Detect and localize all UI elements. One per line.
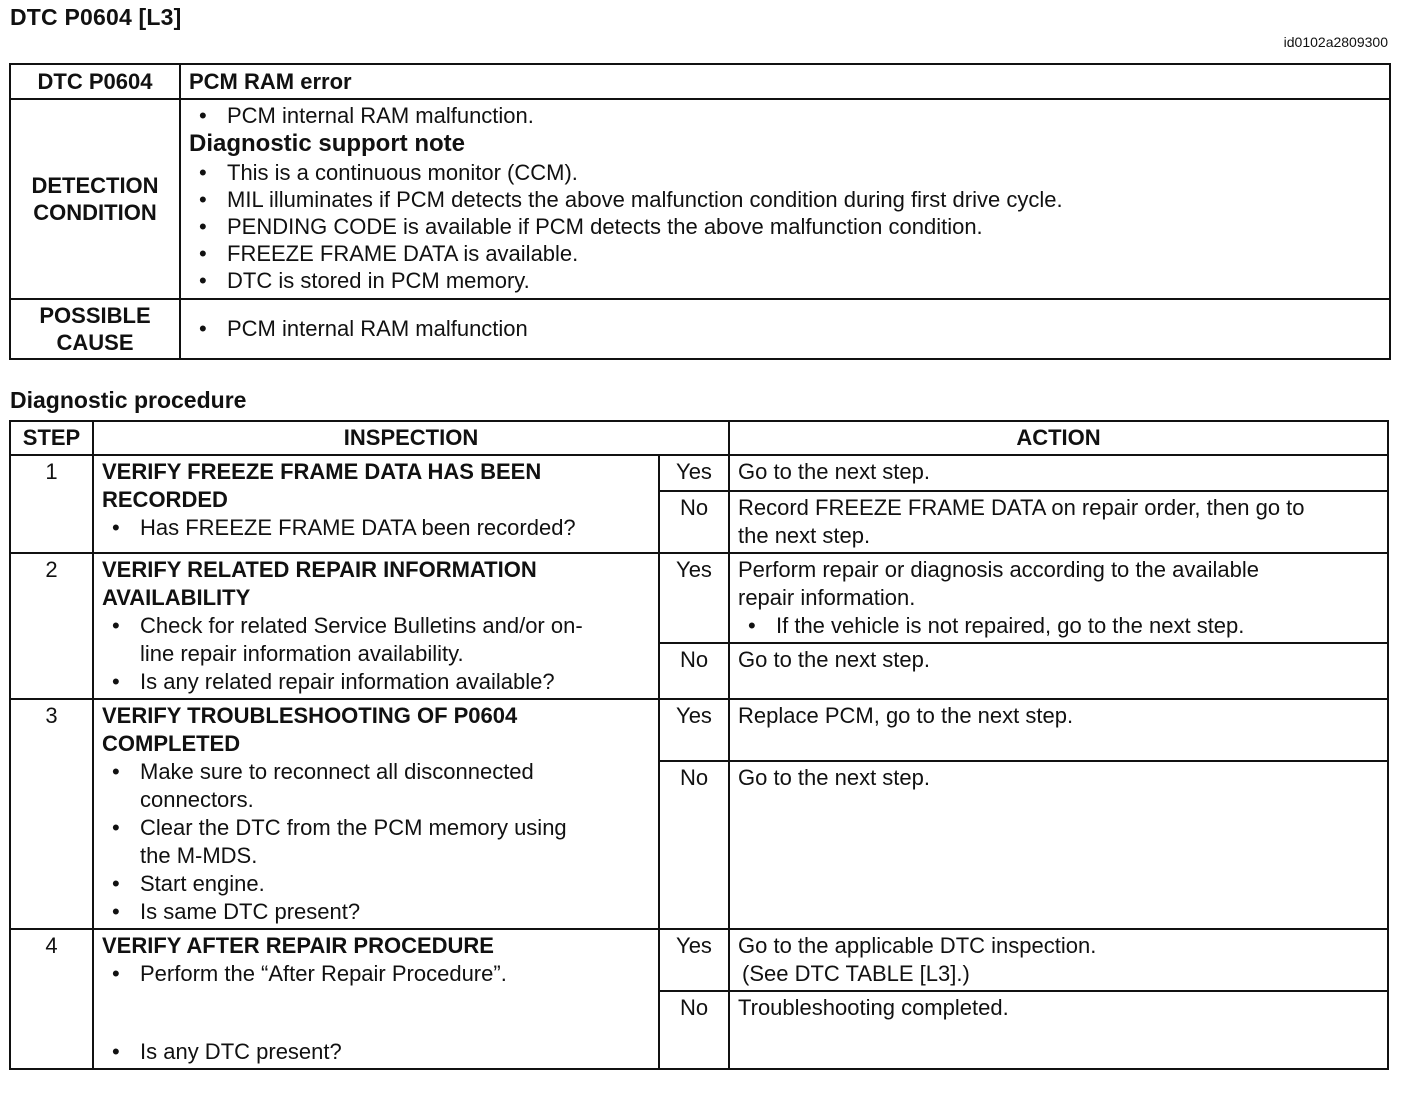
yes-action-line2: (See DTC TABLE [L3].) [742,961,970,986]
document-id: id0102a2809300 [1283,34,1388,50]
yes-action-item: • If the vehicle is not repaired, go to the next step. [738,612,1379,640]
no-action: Go to the next step. [729,761,1388,929]
diagnostic-procedure-table [9,420,1389,1070]
inspection-item: • Perform the “After Repair Procedure”. [102,960,650,988]
procedure-header-row [10,421,1388,455]
step-number: 4 [10,929,93,1069]
support-note-item: • This is a continuous monitor (CCM). [189,159,1381,186]
inspection-item-line1: • Make sure to reconnect all disconnected [140,759,534,784]
detection-condition-content [180,99,1390,299]
inspection-item [102,814,650,870]
cause-label-line1: POSSIBLE [39,303,151,328]
inspection-item: • Is any related repair information available? [102,668,650,696]
dtc-code-cell: DTC P0604 [10,64,180,99]
yes-label: Yes [659,455,729,491]
support-note-title: Diagnostic support note [189,130,465,157]
no-action: Troubleshooting completed. [729,991,1388,1069]
yes-label: Yes [659,929,729,991]
yes-action: Go to the next step. [729,455,1388,491]
inspection-item: • Is any DTC present? [102,1038,650,1066]
no-label: No [659,643,729,699]
support-note-item: • PENDING CODE is available if PCM detects the above malfunction condition. [189,213,1381,240]
inspection-item: • Has FREEZE FRAME DATA been recorded? [102,514,650,542]
action-header: ACTION [729,421,1388,455]
step-title-line2: RECORDED [102,487,228,512]
detection-condition-row [10,99,1390,299]
step-number: 1 [10,455,93,553]
possible-cause-label [10,299,180,359]
dtc-row [10,64,1390,99]
yes-label: Yes [659,553,729,643]
inspection-item-line2: connectors. [140,787,254,812]
no-label: No [659,761,729,929]
yes-action-line2: repair information. [738,585,916,610]
possible-cause-content [180,299,1390,359]
support-note-item: • FREEZE FRAME DATA is available. [189,240,1381,267]
no-label: No [659,491,729,553]
no-action: Go to the next step. [729,643,1388,699]
inspection-item: • Start engine. [102,870,650,898]
no-action-line1: Record FREEZE FRAME DATA on repair order, then go to [738,495,1305,520]
step-4-yes-row [10,929,1388,991]
step-title-line2: COMPLETED [102,731,241,756]
step-3-inspection [93,699,659,929]
inspection-item [102,612,650,668]
dtc-info-table [9,63,1391,360]
step-number: 3 [10,699,93,929]
step-title-line2: AVAILABILITY [102,585,251,610]
yes-action-line1: Perform repair or diagnosis according to the available [738,557,1259,582]
step-title-line1: VERIFY AFTER REPAIR PROCEDURE [102,933,494,958]
no-label: No [659,991,729,1069]
support-note-item: • DTC is stored in PCM memory. [189,267,1381,294]
detection-item: • PCM internal RAM malfunction. [189,102,1381,129]
yes-action [729,553,1388,643]
inspection-header: INSPECTION [93,421,729,455]
cause-item: • PCM internal RAM malfunction [189,315,1381,342]
possible-cause-row [10,299,1390,359]
step-title-line1: VERIFY FREEZE FRAME DATA HAS BEEN [102,459,542,484]
detection-label-line2: CONDITION [33,200,157,225]
no-action [729,491,1388,553]
no-action-line2: the next step. [738,523,871,548]
yes-action-line1: Go to the applicable DTC inspection. [738,933,1097,958]
page-title: DTC P0604 [L3] [10,4,182,30]
yes-action: Replace PCM, go to the next step. [729,699,1388,761]
step-number: 2 [10,553,93,699]
yes-action [729,929,1388,991]
inspection-item-line1: • Check for related Service Bulletins and/or on- [140,613,583,638]
step-3-yes-row [10,699,1388,761]
cause-label-line2: CAUSE [56,330,134,355]
procedure-title: Diagnostic procedure [10,387,247,413]
step-title-line1: VERIFY TROUBLESHOOTING OF P0604 [102,703,518,728]
step-2-yes-row [10,553,1388,643]
step-1-inspection [93,455,659,553]
step-title-line1: VERIFY RELATED REPAIR INFORMATION [102,557,537,582]
step-4-inspection [93,929,659,1069]
inspection-item-line1: • Clear the DTC from the PCM memory using [140,815,567,840]
inspection-item-line2: the M-MDS. [140,843,258,868]
inspection-item-line2: line repair information availability. [140,641,464,666]
step-2-inspection [93,553,659,699]
step-header: STEP [10,421,93,455]
inspection-item: • Is same DTC present? [102,898,650,926]
dtc-description: PCM RAM error [180,64,1390,99]
detection-label-line1: DETECTION [31,173,159,198]
support-note-list [189,159,1381,294]
yes-label: Yes [659,699,729,761]
detection-condition-label [10,99,180,299]
inspection-item [102,758,650,814]
step-1-yes-row [10,455,1388,491]
support-note-item: • MIL illuminates if PCM detects the above malfunction condition during first drive cycle. [189,186,1381,213]
